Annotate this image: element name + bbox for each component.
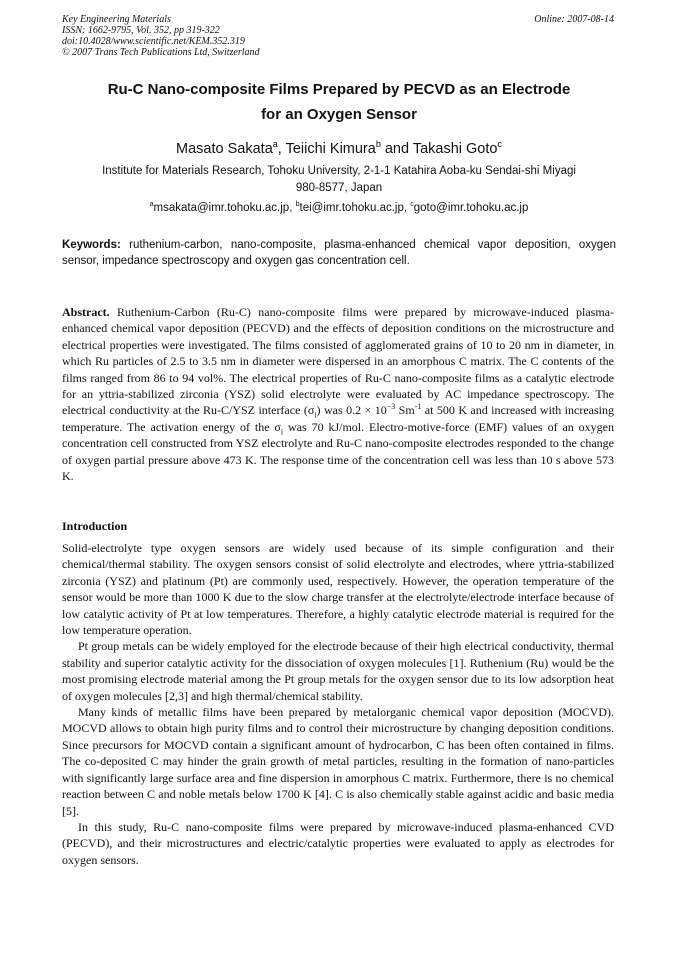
abstract-text-5: was 70 kJ/mol. Electro-motive-force (EMF) values of an oxygen concentration cell constructed from YSZ electrolyte and Ru-C nano-composite electrodes responded to the change of oxygen partial pressure above 473 K. The response time of the concentration cell was less than 10 s above 573 K.	[62, 419, 614, 484]
author-list	[62, 141, 616, 157]
intro-paragraph: Solid-electrolyte type oxygen sensors are widely used because of its simple configuration and their chemical/thermal stability. The oxygen sensors consist of solid electrolyte and electrodes, where yttria-stabilized zirconia (YSZ) and platinum (Pt) are commonly used, respectively. However, the operation temperature of the sensor would be more than 1000 K due to the slow charge transfer at the electrolyte/electrode interface because of low catalytic activity of Pt at low temperatures. Therefore, a highly catalytic electrode material is required for the low temperature operation.	[62, 541, 614, 638]
author-3: and Takashi Goto	[380, 141, 498, 157]
affiliation	[62, 163, 616, 197]
abstract-sup-1: −3	[386, 402, 396, 412]
issn-line: ISSN: 1662-9795, Vol. 352, pp 319-322	[62, 25, 220, 36]
author-1: Masato Sakata	[176, 141, 273, 157]
keywords-label: Keywords:	[62, 239, 121, 251]
email-b-sup: b	[295, 201, 300, 209]
author-3-sup: c	[497, 139, 502, 150]
abstract-text-2: ) was 0.2 × 10	[316, 403, 387, 418]
introduction-body	[62, 540, 614, 868]
journal-header	[62, 14, 260, 58]
doi-line: doi:10.4028/www.scientific.net/KEM.352.319	[62, 36, 245, 47]
email-c-sup: c	[410, 201, 414, 209]
journal-name: Key Engineering Materials	[62, 14, 171, 25]
section-heading-introduction: Introduction	[62, 519, 128, 533]
paper-title-line-1: Ru-C Nano-composite Films Prepared by PECVD as an Electrode	[107, 81, 571, 98]
keywords	[62, 237, 616, 269]
abstract	[62, 304, 614, 484]
author-2: , Teiichi Kimura	[277, 141, 376, 157]
intro-paragraph: Pt group metals can be widely employed for the electrode because of their high electrical conductivity, thermal stability and superior catalytic activity for the dissociation of oxygen molecules [1]. Ruthenium (Ru) would be the most promising electrode material among the Pt group metals for the oxygen sensor due to its low adsorption heat of oxygen molecules [2,3] and high thermal/chemical stability.	[62, 639, 614, 703]
copyright-line: © 2007 Trans Tech Publications Ltd, Switzerland	[62, 47, 260, 58]
author-2-sup: b	[375, 139, 381, 150]
online-date: Online: 2007-08-14	[534, 14, 614, 25]
affiliation-line-1: Institute for Materials Research, Tohoku University, 2-1-1 Katahira Aoba-ku Sendai-shi Miyagi	[102, 165, 576, 177]
intro-paragraph: Many kinds of metallic films have been prepared by metalorganic chemical vapor deposition (MOCVD). MOCVD allows to obtain high purity films and to control their microstructure by changing deposition conditions. Since precursors for MOCVD contain a significant amount of hydrocarbon, C has been often contained in films. The co-deposited C may hinder the grain growth of metal particles, resulting in the formation of nano-particles with significantly large surface area and fine dispersion in amorphous C matrix. Furthermore, there is no chemical reaction between C and noble metals below 1700 K [4]. C is also chemically stable against acidic and basic media [5].	[62, 705, 614, 818]
author-1-sup: a	[272, 139, 278, 150]
email-b: tei@imr.tohoku.ac.jp,	[299, 202, 411, 214]
abstract-label: Abstract.	[62, 305, 110, 319]
abstract-sup-2: -1	[414, 402, 422, 412]
email-a-sup: a	[149, 201, 154, 209]
email-line	[62, 200, 616, 217]
intro-paragraph: In this study, Ru-C nano-composite films were prepared by microwave-induced plasma-enhanced CVD (PECVD), and their microstructures and electric/catalytic properties were evaluated to apply as electrodes for oxygen sensors.	[62, 819, 614, 867]
affiliation-line-2: 980-8577, Japan	[295, 182, 383, 194]
abstract-sub-2: i	[280, 427, 284, 437]
keywords-text: ruthenium-carbon, nano-composite, plasma-enhanced chemical vapor deposition, oxygen sensor, impedance spectroscopy and oxygen gas concentration cell.	[62, 239, 616, 267]
email-a: msakata@imr.tohoku.ac.jp,	[153, 202, 296, 214]
paper-title-line-2: for an Oxygen Sensor	[261, 106, 417, 123]
abstract-sub-1: i	[314, 410, 317, 420]
email-c: goto@imr.tohoku.ac.jp	[413, 202, 529, 214]
abstract-text-4: at 500 K and increased with increasing temperature. The activation energy of the σ	[62, 403, 614, 434]
abstract-text-1: Ruthenium-Carbon (Ru-C) nano-composite films were prepared by microwave-induced plasma-enhanced chemical vapor deposition (PECVD) and the effects of deposition conditions on the microstructure and electrical properties were investigated. The films consisted of agglomerated grains of 10 to 20 nm in diameter, in which Ru particles of 2.5 to 3.5 nm in diameter were dispersed in an amorphous C matrix. The C contents of the films ranged from 86 to 94 vol%. The electrical properties of Ru-C nano-composite films as a catalytic electrode for an yttria-stabilized zirconia (YSZ) solid electrolyte were evaluated by AC impedance spectroscopy. The electrical conductivity at the Ru-C/YSZ interface (σ	[62, 305, 614, 418]
abstract-text-3: Sm	[395, 403, 415, 418]
